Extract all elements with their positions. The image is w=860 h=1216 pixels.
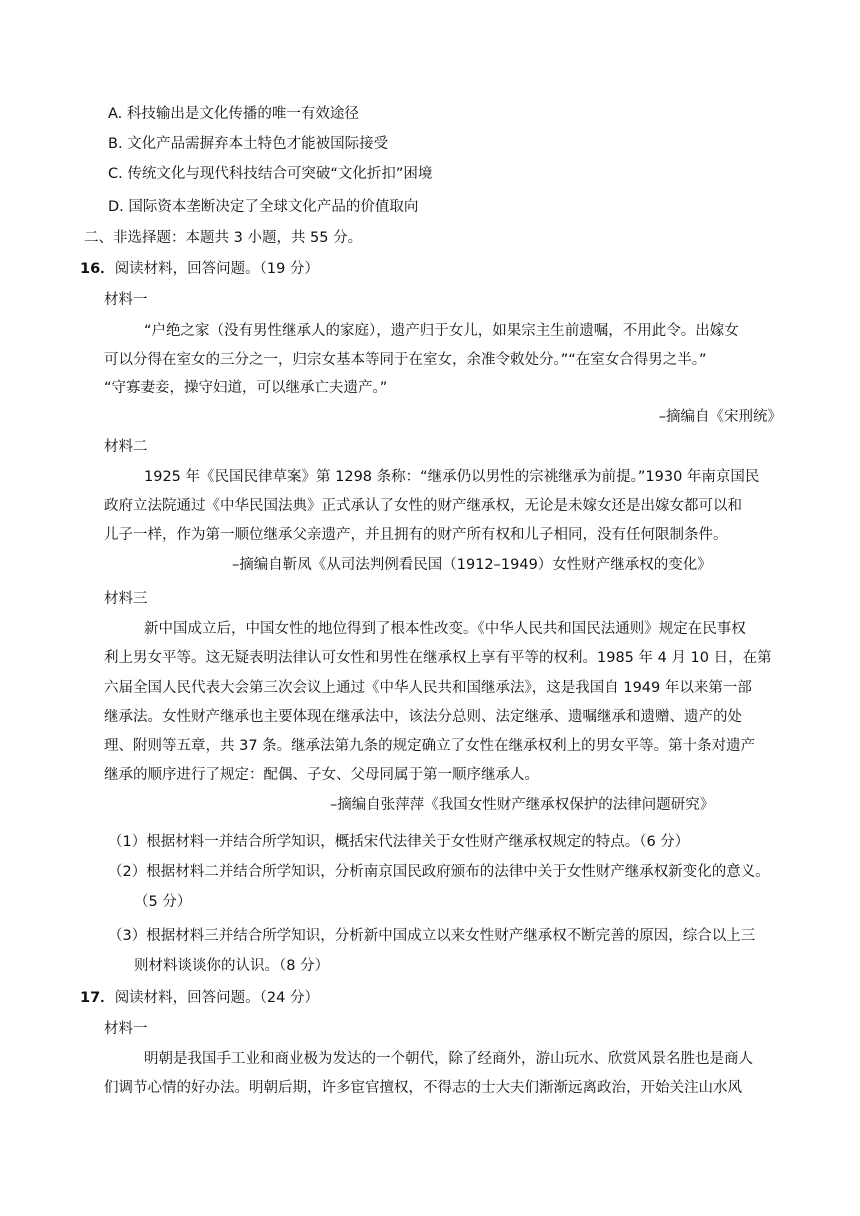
- q16-material-3-label: 材料三: [104, 591, 148, 607]
- option-d: D. 国际资本垄断决定了全球文化产品的价值取向: [108, 199, 419, 215]
- question-16-stem: [80, 259, 319, 279]
- q16-material-3-line: 理、附则等五章，共 37 条。继承法第九条的规定确立了女性在继承权利上的男女平等。第十条对遗产: [104, 738, 756, 754]
- q16-material-2-line: 儿子一样，作为第一顺位继承父亲遗产，并且拥有的财产所有权和儿子相同，没有任何限制条件。: [104, 527, 728, 543]
- question-16-text: 阅读材料，回答问题。（19 分）: [114, 261, 319, 277]
- q16-material-1-line: “户绝之家（没有男性继承人的家庭），遗产归于女儿，如果宗主生前遗嘱，不用此令。出嫁女: [144, 323, 739, 339]
- option-c: C. 传统文化与现代科技结合可突破“文化折扣”困境: [108, 166, 433, 182]
- q16-material-3-line: 新中国成立后，中国女性的地位得到了根本性改变。《中华人民共和国民法通则》规定在民事权: [144, 621, 746, 637]
- q16-material-2-line: 1925 年《民国民律草案》第 1298 条称：“继承仍以男性的宗祧继承为前提。”1930 年南京国民: [144, 469, 760, 485]
- question-17-text: 阅读材料，回答问题。（24 分）: [114, 990, 319, 1006]
- q16-material-1-line: 可以分得在室女的三分之一，归宗女基本等同于在室女，余准令敕处分。”“在室女合得男之半。”: [104, 352, 707, 368]
- q16-subquestion-2-cont: （5 分）: [134, 894, 192, 910]
- option-b: B. 文化产品需摒弃本土特色才能被国际接受: [108, 136, 389, 152]
- q17-material-1-line: 们调节心情的好办法。明朝后期，许多宦官擅权，不得志的士大夫们渐渐远离政治，开始关注山水风: [104, 1080, 742, 1096]
- option-a: A. 科技输出是文化传播的唯一有效途径: [108, 106, 359, 122]
- q16-material-3-line: 利上男女平等。这无疑表明法律认可女性和男性在继承权上享有平等的权利。1985 年 4 月 10 日，在第: [104, 650, 772, 666]
- q16-material-2-label: 材料二: [104, 439, 148, 455]
- q16-material-2-line: 政府立法院通过《中华民国法典》正式承认了女性的财产继承权，无论是未嫁女还是出嫁女都可以和: [104, 498, 742, 514]
- q16-material-3-line: 六届全国人民代表大会第三次会议上通过《中华人民共和国继承法》，这是我国自 1949 年以来第一部: [104, 680, 752, 696]
- q17-material-1-label: 材料一: [104, 1021, 148, 1037]
- q16-subquestion-1: （1）根据材料一并结合所学知识，概括宋代法律关于女性财产继承权规定的特点。（6 分）: [108, 834, 690, 850]
- q16-material-3-source: –摘编自张萍萍《我国女性财产继承权保护的法律问题研究》: [330, 797, 715, 813]
- q16-material-2-source: –摘编自靳凤《从司法判例看民国（1912–1949）女性财产继承权的变化》: [232, 557, 712, 573]
- q17-material-1-line: 明朝是我国手工业和商业极为发达的一个朝代，除了经商外，游山玩水、欣赏风景名胜也是商人: [144, 1051, 753, 1067]
- question-17-stem: [80, 988, 319, 1008]
- q16-subquestion-3: （3）根据材料三并结合所学知识，分析新中国成立以来女性财产继承权不断完善的原因，综合以上三: [108, 928, 756, 944]
- question-17-number: 17．: [80, 990, 115, 1006]
- q16-material-1-source: –摘编自《宋刑统》: [658, 409, 782, 425]
- q16-material-1-line: “守寡妻妾，操守妇道，可以继承亡夫遗产。”: [104, 380, 388, 396]
- question-16-number: 16．: [80, 261, 115, 277]
- q16-subquestion-3-cont: 则材料谈谈你的认识。（8 分）: [134, 958, 330, 974]
- q16-material-1-label: 材料一: [104, 292, 148, 308]
- section-heading: 二、非选择题：本题共 3 小题，共 55 分。: [84, 230, 363, 246]
- q16-material-3-line: 继承的顺序进行了规定：配偶、子女、父母同属于第一顺序继承人。: [104, 767, 539, 783]
- q16-subquestion-2: （2）根据材料二并结合所学知识，分析南京国民政府颁布的法律中关于女性财产继承权新变化的意义。: [108, 864, 770, 880]
- q16-material-3-line: 继承法。女性财产继承也主要体现在继承法中，该法分总则、法定继承、遗嘱继承和遗赠、遗产的处: [104, 709, 742, 725]
